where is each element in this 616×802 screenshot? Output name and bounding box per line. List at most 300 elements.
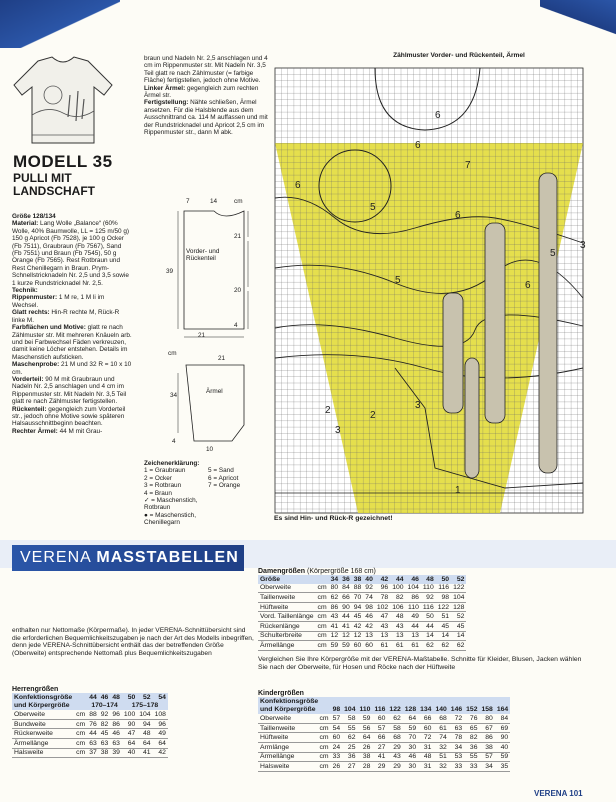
herren-header-cell	[74, 693, 87, 702]
legend-item: 2 = Ocker	[144, 474, 172, 482]
left-heading: Technik:	[12, 287, 38, 295]
herren-cell: 96	[112, 710, 120, 718]
legend-item: ● = Maschenstich, Chenillegarn	[144, 511, 196, 527]
kinder-cell: 68	[433, 714, 448, 723]
kinder-cell: 28	[357, 762, 372, 772]
damen-header-cell: 40	[365, 575, 373, 583]
herren-cell: 64	[153, 738, 168, 748]
schema-h2: 20	[234, 287, 242, 294]
mid-heading: Linker Ärmel:	[144, 84, 186, 92]
damen-cell: cm	[317, 641, 327, 649]
herren-cell: 39	[112, 749, 120, 757]
kinder-cell: 62	[342, 733, 357, 743]
herren-cell: cm	[76, 739, 86, 747]
kinder-cell: cm	[319, 714, 329, 722]
kinder-header-cell: 98	[332, 706, 341, 714]
damen-cell: 96	[375, 584, 390, 593]
damen-cell: 59	[330, 641, 339, 649]
kinder-cell: 55	[464, 752, 479, 762]
damen-cell: 61	[390, 641, 405, 651]
chart-label: Zählmuster Vorder- und Rückenteil, Ärmel	[393, 52, 525, 59]
left-text: gegengleich zum Vorderteil str., jedoch ohne Motive sowie späteren Halsausschnittbeginn beachten.	[12, 405, 126, 428]
kinder-cell: 82	[464, 733, 479, 743]
kinder-header-cell: 122	[389, 706, 401, 714]
damen-cell: 42	[353, 622, 362, 630]
kinder-cell: 58	[342, 714, 357, 723]
model-title: MODELL 35	[13, 152, 113, 171]
damen-cell: 128	[453, 603, 465, 611]
left-heading: Maschenprobe:	[12, 361, 60, 369]
damen-cell: 122	[437, 603, 450, 611]
kinder-header-cell: 134	[420, 706, 432, 714]
damen-cell: 45	[353, 613, 362, 621]
damen-cell: 50	[421, 612, 436, 622]
kinder-cell: Armlänge	[258, 742, 318, 752]
kinder-cell: cm	[319, 753, 329, 761]
herren-cell: 46	[112, 730, 120, 738]
damen-cell: Vord. Taillenlänge	[260, 613, 314, 621]
damen-header-cell: 50	[441, 575, 450, 583]
damen-cell: 110	[422, 584, 434, 592]
kinder-cell: 34	[479, 762, 494, 772]
herren-cell: 41	[137, 748, 152, 758]
schema-sleeve-top: 21	[218, 355, 226, 362]
kinder-cell: 57	[479, 752, 494, 762]
damen-cell: 14	[436, 631, 451, 641]
chart-color-number: 3	[580, 240, 586, 251]
herren-cell: 64	[122, 738, 137, 748]
damen-header-cell: 42	[380, 575, 389, 583]
mid-paragraph	[144, 99, 269, 136]
damen-row	[258, 602, 466, 612]
damen-cell: 42	[365, 622, 373, 630]
herren-header-cell: 175–178	[131, 702, 159, 710]
herren-header-row	[12, 702, 168, 711]
kinder-cell: 64	[403, 714, 418, 723]
left-heading: Material:	[12, 220, 39, 228]
left-text: 44 M mit Grau-	[57, 427, 103, 435]
chart-color-number: 7	[465, 160, 471, 171]
damen-cell: 66	[342, 593, 350, 601]
herren-header-row	[12, 693, 168, 702]
herren-cell: cm	[76, 730, 86, 738]
kinder-cell: 80	[479, 714, 494, 723]
kinder-cell: 90	[495, 733, 510, 743]
kinder-cell: 72	[418, 733, 433, 743]
chart-color-number: 5	[395, 275, 401, 286]
damen-cell: cm	[317, 613, 327, 621]
pattern-schema	[148, 197, 266, 457]
kinder-cell: 60	[418, 723, 433, 733]
kinder-cell: 86	[479, 733, 494, 743]
kinder-cell: cm	[319, 724, 329, 732]
knitting-chart	[275, 68, 586, 513]
herren-cell: 42	[153, 748, 168, 758]
damen-cell: 13	[390, 631, 405, 641]
damen-cell: 59	[342, 641, 350, 649]
herren-cell: 92	[100, 710, 109, 718]
kinder-cell: 48	[418, 752, 433, 762]
kinder-header-cell: Konfektionsgröße	[260, 697, 319, 705]
kinder-cell: 46	[403, 752, 418, 762]
kinder-cell: 66	[372, 733, 387, 743]
legend	[144, 460, 274, 527]
damen-table	[258, 568, 578, 651]
schema-left: 39	[166, 268, 174, 275]
kinder-cell: 53	[449, 752, 464, 762]
damen-cell: 60	[365, 641, 373, 649]
kinder-cell: 24	[332, 743, 341, 751]
damen-cell: 13	[375, 631, 390, 641]
herren-cell: 90	[122, 719, 137, 729]
kinder-cell: 43	[387, 752, 402, 762]
left-text: glatt re nach Zählmuster str. Mit mehreren Knäueln arb. und bei Farbwechsel Fäden verkreuzen, damit keine Löcher entstehen. Details im Maschenstich aufsticken.	[12, 324, 132, 361]
left-heading: Rückenteil:	[12, 405, 47, 413]
damen-cell: 92	[421, 593, 436, 603]
herren-cell: cm	[76, 749, 86, 757]
kinder-cell: 38	[479, 742, 494, 752]
herren-cell: Ärmellänge	[12, 738, 74, 748]
damen-cell: 52	[451, 612, 466, 622]
kinder-header-cell: 128	[404, 706, 417, 714]
damen-cell: 41	[342, 622, 350, 630]
kinder-cell: 29	[387, 742, 402, 752]
schema-bottom: 21	[198, 332, 206, 339]
left-paragraph	[12, 376, 132, 406]
kinder-cell: Halsweite	[258, 762, 318, 772]
left-paragraph	[12, 220, 132, 287]
kinder-cell: 60	[332, 734, 341, 742]
schema-unit: cm	[234, 198, 243, 205]
herren-cell: Halsweite	[12, 748, 74, 758]
kinder-cell: 59	[495, 752, 510, 762]
damen-cell: 122	[453, 584, 465, 592]
damen-cell: 44	[342, 613, 350, 621]
damen-cell: 51	[436, 612, 451, 622]
damen-title: Damengrößen	[258, 568, 306, 575]
damen-cell: 62	[330, 593, 339, 601]
damen-cell: cm	[317, 632, 327, 640]
kinder-table	[258, 690, 588, 772]
herren-header-cell: 170–174	[91, 702, 118, 710]
herren-cell: 82	[100, 720, 109, 728]
herren-cell: Rückenweite	[12, 729, 74, 739]
kinder-row	[258, 762, 510, 772]
kinder-cell: 63	[449, 723, 464, 733]
damen-header-cell: 38	[353, 575, 362, 583]
damen-cell: cm	[317, 584, 327, 592]
left-paragraph	[12, 324, 132, 361]
left-heading: Rippenmuster:	[12, 294, 58, 302]
intro-text: enthalten nur Nettomaße (Körpermaße). In jeder VERENA-Schnittübersicht sind die erforderlichen Bequemlichkeitszugaben je nach der Art des Modells inbegriffen, denn jede VERENA-Schnittübersicht enthält das der betreffenden Größe (Oberweite) entsprechende Nettomaß plus Bequemlichkeitszugaben	[12, 627, 254, 657]
left-text: 21 M und 32 R = 10 x 10 cm.	[12, 361, 132, 376]
damen-cell: 78	[375, 593, 390, 603]
damen-cell: 12	[342, 632, 350, 640]
kinder-cell: 33	[449, 762, 464, 772]
kinder-cell: 31	[418, 762, 433, 772]
kinder-row	[258, 752, 510, 762]
legend-item: 6 = Apricot	[208, 474, 239, 482]
kinder-cell: 33	[332, 753, 341, 761]
kinder-header-row	[258, 697, 510, 706]
kinder-cell: 38	[357, 752, 372, 762]
kinder-cell: Hüftweite	[258, 733, 318, 743]
damen-cell: 13	[406, 631, 421, 641]
left-text: Lang Wolle „Balance“ (60% Wolle, 40% Baumwolle, LL = 125 m/50 g) 150 g Apricot (Fb 7528), je 100 g Ocker (Fb 7511), Graubraun (Fb 7567), Sand (Fb 7551) und Braun (Fb 7545), 50 g Orange (Fb 7565). Rest Rotbraun und Rest Chenillegarn in Braun. Prym-Schnellstricknadeln Nr. 2,5 und 3,5 sowie 1 kurze Rundstricknadel Nr. 2,5.	[12, 220, 130, 287]
damen-cell: 98	[365, 603, 373, 611]
herren-cell: 47	[122, 729, 137, 739]
schema-h3: 4	[234, 322, 238, 329]
damen-cell: 90	[342, 603, 350, 611]
kinder-cell: Taillenweite	[258, 723, 318, 733]
herren-cell: 37	[89, 749, 97, 757]
legend-item: 7 = Orange	[208, 482, 241, 490]
kinder-row	[258, 742, 510, 752]
left-paragraph	[12, 309, 132, 324]
damen-cell: 41	[330, 622, 339, 630]
left-paragraph	[12, 406, 132, 428]
damen-cell: 94	[353, 603, 362, 611]
damen-cell: 86	[330, 603, 339, 611]
brand-name: VERENA	[20, 549, 91, 566]
herren-cell: 48	[137, 729, 152, 739]
schema-sleeve-width: 10	[206, 446, 214, 453]
damen-cell: 45	[451, 621, 466, 631]
damen-cell: Ärmellänge	[258, 641, 316, 651]
left-heading: Vorderteil:	[12, 375, 44, 383]
herren-header-cell: 54	[158, 693, 166, 701]
damen-cell: cm	[317, 622, 327, 630]
herren-header-cell: 46	[100, 693, 109, 701]
kinder-cell: 32	[433, 742, 448, 752]
chart-color-number: 3	[415, 400, 421, 411]
damen-cell: 88	[353, 584, 362, 592]
herren-header-cell	[74, 702, 87, 711]
brand-banner	[12, 545, 244, 571]
legend-title: Zeichenerklärung:	[144, 460, 200, 467]
legend-item: ✓ = Maschenstich, Rotbraun	[144, 497, 198, 512]
kinder-cell: 40	[495, 742, 510, 752]
kinder-cell: 59	[357, 714, 372, 723]
kinder-cell: 64	[357, 733, 372, 743]
damen-cell: 92	[365, 584, 373, 592]
damen-subtitle: (Körpergröße 168 cm)	[307, 568, 376, 575]
kinder-row	[258, 714, 510, 723]
legend-item: 4 = Braun	[144, 489, 172, 497]
damen-cell: 47	[375, 612, 390, 622]
mid-text: braun und Nadeln Nr. 2,5 anschlagen und 4 cm im Rippenmuster str. Mit Nadeln Nr. 3,5 Teil glatt re nach Zählmuster (= farbige Fläche) fertigstellen, jedoch ohne Motive.	[144, 55, 268, 85]
kinder-header-cell: 104	[344, 706, 356, 714]
kinder-cell: 57	[332, 714, 341, 722]
chart-reed	[443, 293, 463, 413]
kinder-cell: 78	[449, 733, 464, 743]
chart-color-number: 2	[325, 405, 331, 416]
chart-note: Es sind Hin- und Rück-R gezeichnet!	[274, 515, 393, 522]
herren-cell: 63	[112, 739, 120, 747]
schema-top-1: 7	[186, 198, 190, 205]
damen-cell: 116	[436, 584, 451, 593]
kinder-header-cell: 146	[450, 706, 463, 714]
legend-item	[208, 490, 272, 497]
herren-cell: cm	[76, 720, 86, 728]
kinder-cell: 54	[332, 724, 341, 732]
damen-cell: 84	[342, 584, 350, 592]
herren-header-cell: Konfektionsgröße	[14, 693, 73, 701]
herren-cell: 44	[89, 730, 97, 738]
damen-cell: 86	[406, 593, 421, 603]
herren-cell: 86	[112, 720, 120, 728]
legend-item: 1 = Graubraun	[144, 467, 186, 475]
left-text: 90 M mit Graubraun und Nadeln Nr. 2,5 anschlagen und 4 cm im Rippenmuster str. Mit Nadeln Nr. 3,5 Teil glatt re nach Zählmuster fertigstellen.	[12, 375, 127, 406]
kinder-cell: 29	[372, 762, 387, 772]
schema-top-2: 14	[210, 198, 218, 205]
damen-cell: 44	[421, 621, 436, 631]
damen-cell: 43	[390, 621, 405, 631]
herren-cell: 38	[100, 749, 109, 757]
damen-cell: 106	[392, 603, 404, 611]
sweater-sketch	[8, 55, 118, 147]
kinder-cell: 30	[403, 742, 418, 752]
kinder-cell: 60	[372, 714, 387, 723]
chart-reed	[465, 358, 479, 478]
damen-cell: 49	[406, 612, 421, 622]
chart-color-number: 6	[455, 210, 461, 221]
kinder-cell: Ärmellänge	[258, 752, 318, 762]
herren-header-cell: 48	[112, 693, 120, 701]
kinder-cell: 41	[372, 752, 387, 762]
schema-sleeve-label: Ärmel	[206, 388, 223, 395]
kinder-header-cell: 164	[496, 706, 509, 714]
herren-cell: 40	[122, 748, 137, 758]
kinder-header-row	[258, 706, 510, 715]
kinder-cell: 56	[357, 723, 372, 733]
damen-header-cell: 52	[456, 575, 465, 583]
instructions-left	[12, 213, 132, 435]
kinder-header-cell: 116	[374, 706, 386, 714]
herren-row	[12, 748, 168, 758]
kinder-row	[258, 723, 510, 733]
herren-cell: Bundweite	[12, 719, 74, 729]
damen-cell: Oberweite	[258, 584, 316, 593]
kinder-cell: 59	[403, 723, 418, 733]
herren-cell: 108	[154, 710, 166, 718]
damen-cell: 110	[406, 602, 421, 612]
damen-row	[258, 593, 466, 603]
kinder-cell: 62	[387, 714, 402, 723]
kinder-header-cell: 140	[435, 706, 447, 714]
kinder-header-cell: 158	[481, 706, 493, 714]
damen-header-cell: 36	[342, 575, 350, 583]
damen-cell: 102	[376, 603, 389, 611]
damen-cell: 74	[365, 593, 373, 601]
kinder-cell: 34	[449, 742, 464, 752]
mid-heading: Fertigstellung:	[144, 99, 189, 107]
kinder-cell: 55	[342, 723, 357, 733]
kinder-cell: 72	[449, 714, 464, 723]
kinder-cell: 66	[418, 714, 433, 723]
damen-header-cell: 46	[411, 575, 419, 583]
mid-text: Nähte schließen, Ärmel ansetzen. Für die Halsblende aus dem Ausschnittrand ca. 114 M auffassen und mit der Rundstricknadel und Apricot 2,5 cm im Rippenmuster str., dann M abk.	[144, 99, 268, 137]
kinder-cell: 70	[403, 733, 418, 743]
kinder-cell: 36	[464, 742, 479, 752]
left-heading: Größe 128/134	[12, 213, 56, 220]
kinder-cell: 57	[372, 723, 387, 733]
damen-header-cell: 48	[426, 575, 434, 583]
kinder-cell: 69	[495, 723, 510, 733]
left-text: Hin-R rechte M, Rück-R linke M.	[12, 309, 120, 324]
kinder-cell: 33	[464, 762, 479, 772]
chart-color-number: 3	[335, 425, 341, 436]
chart-reed	[485, 223, 505, 423]
model-subtitle: PULLI MIT LANDSCHAFT	[13, 171, 95, 198]
page-number: VERENA 101	[534, 789, 583, 798]
damen-cell: 61	[406, 641, 421, 651]
damen-cell: 104	[453, 593, 465, 601]
damen-cell: 70	[353, 593, 362, 601]
kinder-cell: 26	[332, 762, 341, 770]
damen-cell: cm	[317, 603, 327, 611]
herren-title: Herrengrößen	[12, 686, 59, 693]
herren-cell: 100	[123, 710, 136, 718]
kinder-cell: 68	[387, 733, 402, 743]
schema-sleeve-bottom: 4	[172, 438, 176, 445]
damen-cell: 12	[353, 632, 362, 640]
damen-row	[258, 621, 466, 631]
kinder-cell: Oberweite	[258, 714, 318, 723]
left-paragraph	[12, 294, 132, 309]
damen-cell: 116	[422, 603, 434, 611]
legend-item: 3 = Rotbraun	[144, 482, 182, 490]
herren-cell: 63	[89, 739, 97, 747]
kinder-cell: 27	[342, 762, 357, 772]
damen-cell: 62	[451, 641, 466, 651]
mid-paragraph	[144, 85, 269, 100]
herren-cell: 94	[137, 719, 152, 729]
left-heading: Glatt rechts:	[12, 309, 50, 317]
legend-item	[208, 497, 272, 512]
damen-header-cell: 34	[330, 575, 339, 583]
chart-color-number: 6	[415, 140, 421, 151]
kinder-cell: 31	[418, 742, 433, 752]
herren-row	[12, 729, 168, 739]
left-text: 1 M re, 1 M li im Wechsel.	[12, 294, 105, 309]
chart-color-number: 5	[370, 202, 376, 213]
left-paragraph	[12, 213, 132, 220]
kinder-cell: 27	[372, 742, 387, 752]
damen-cell: 43	[375, 621, 390, 631]
damen-cell: Schulterbreite	[258, 631, 316, 641]
compare-note: Vergleichen Sie Ihre Körpergröße mit der VERENA-Maßtabelle. Schnitte für Kleider, Blusen, Jacken wählen Sie nach der Oberweite, für Hosen und Röcke nach der Hüftweite	[258, 656, 582, 672]
herren-header-cell: 44	[89, 693, 97, 701]
kinder-header-cell: und Körpergröße	[260, 706, 316, 714]
left-heading: Rechter Ärmel:	[12, 427, 58, 435]
kinder-cell: 32	[433, 762, 448, 772]
kinder-row	[258, 733, 510, 743]
instructions-mid	[144, 55, 269, 136]
damen-cell: cm	[317, 593, 327, 601]
herren-header-cell: 52	[143, 693, 151, 701]
damen-row	[258, 584, 466, 593]
kinder-cell: 35	[495, 762, 510, 772]
kinder-cell: 74	[433, 733, 448, 743]
kinder-header-cell: 110	[359, 706, 371, 714]
herren-cell: 88	[89, 710, 97, 718]
herren-row	[12, 719, 168, 729]
chart-reed	[539, 173, 557, 473]
herren-cell: 96	[153, 719, 168, 729]
damen-cell: Rückenlänge	[258, 621, 316, 631]
mid-text: gegengleich zum rechten Ärmel str.	[144, 84, 259, 100]
